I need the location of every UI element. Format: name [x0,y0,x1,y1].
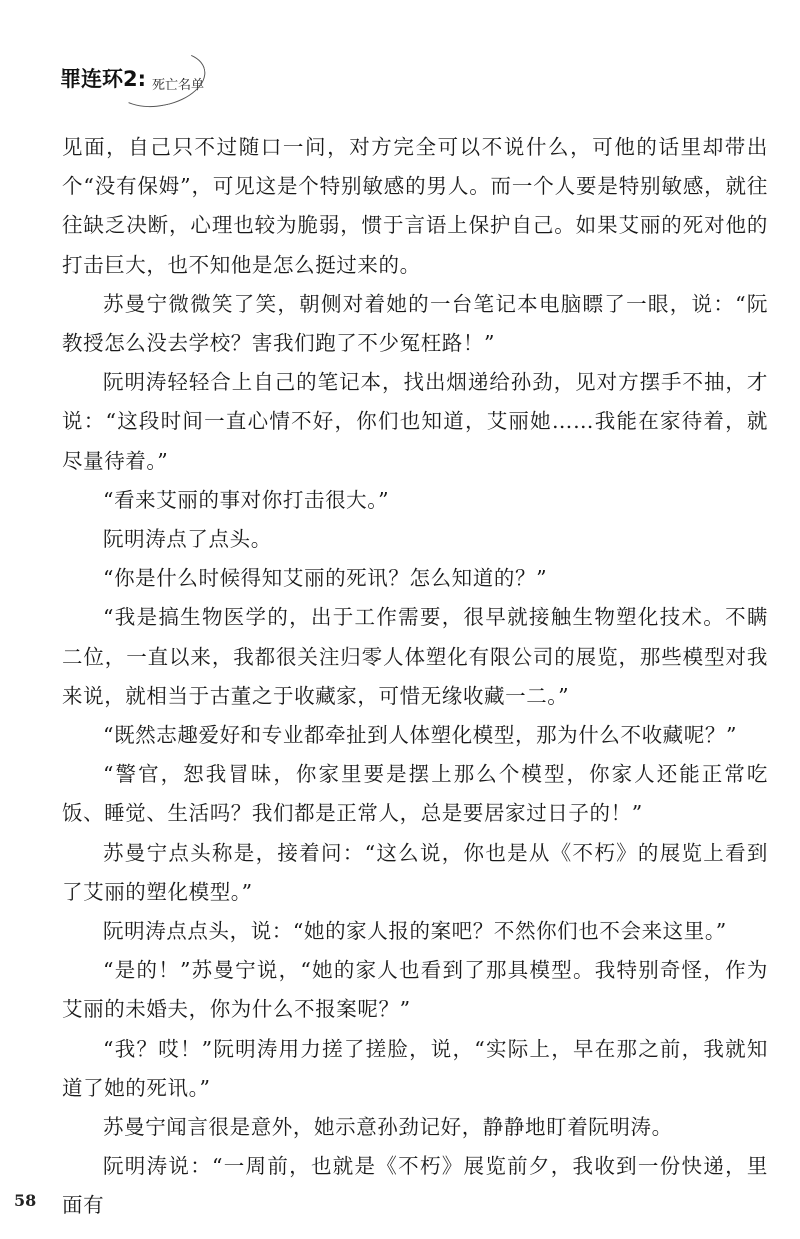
paragraph: “警官，恕我冒昧，你家里要是摆上那么个模型，你家人还能正常吃饭、睡觉、生活吗？我们都是正常人，总是要居家过日子的！” [62,762,768,826]
paragraph: 苏曼宁微微笑了笑，朝侧对着她的一台笔记本电脑瞟了一眼，说：“阮教授怎么没去学校？害我们跑了不少冤枉路！” [62,291,768,356]
paragraph: 阮明涛点点头，说：“她的家人报的案吧？不然你们也不会来这里。” [103,919,727,944]
paragraph: 苏曼宁点头称是，接着问：“这么说，你也是从《不朽》的展览上看到了艾丽的塑化模型。” [62,840,768,904]
page-number: 58 [14,1191,37,1210]
paragraph: “是的！”苏曼宁说，“她的家人也看到了那具模型。我特别奇怪，作为艾丽的未婚夫，你为什么不报案呢？” [62,958,768,1022]
page-body-text [62,128,768,1226]
book-subtitle: 死亡名单 [152,77,205,93]
paragraph: 阮明涛轻轻合上自己的笔记本，找出烟递给孙劲，见对方摆手不抽，才说：“这段时间一直心情不好，你们也知道，艾丽她……我能在家待着，就尽量待着。” [62,370,768,473]
title-arc-decoration [109,43,210,115]
paragraph: “既然志趣爱好和专业都牵扯到人体塑化模型，那为什么不收藏呢？” [103,723,738,748]
paragraph: “我是搞生物医学的，出于工作需要，很早就接触生物塑化技术。不瞒二位，一直以来，我都很关注归零人体塑化有限公司的展览，那些模型对我来说，就相当于古董之于收藏家，可惜无缘收藏一二。” [62,605,768,708]
paragraph: “我？哎！”阮明涛用力搓了搓脸，说，“实际上，早在那之前，我就知道了她的死讯。” [62,1036,768,1100]
running-header [60,58,204,98]
paragraph: “你是什么时候得知艾丽的死讯？怎么知道的？” [103,566,548,591]
book-title: 罪连环2: [60,67,147,91]
paragraph: 阮明涛说：“一周前，也就是《不朽》展览前夕，我收到一份快递，里面有 [62,1154,768,1218]
paragraph: 见面，自己只不过随口一问，对方完全可以不说什么，可他的话里却带出个“没有保姆”，可见这是个特别敏感的男人。而一个人要是特别敏感，就往往缺乏决断，心理也较为脆弱，惯于言语上保护自己。如果艾丽的死对他的打击巨大，也不知他是怎么挺过来的。 [62,135,768,277]
paragraph: 阮明涛点了点头。 [103,527,272,552]
paragraph: “看来艾丽的事对你打击很大。” [103,487,390,512]
paragraph: 苏曼宁闻言很是意外，她示意孙劲记好，静静地盯着阮明涛。 [103,1115,673,1140]
